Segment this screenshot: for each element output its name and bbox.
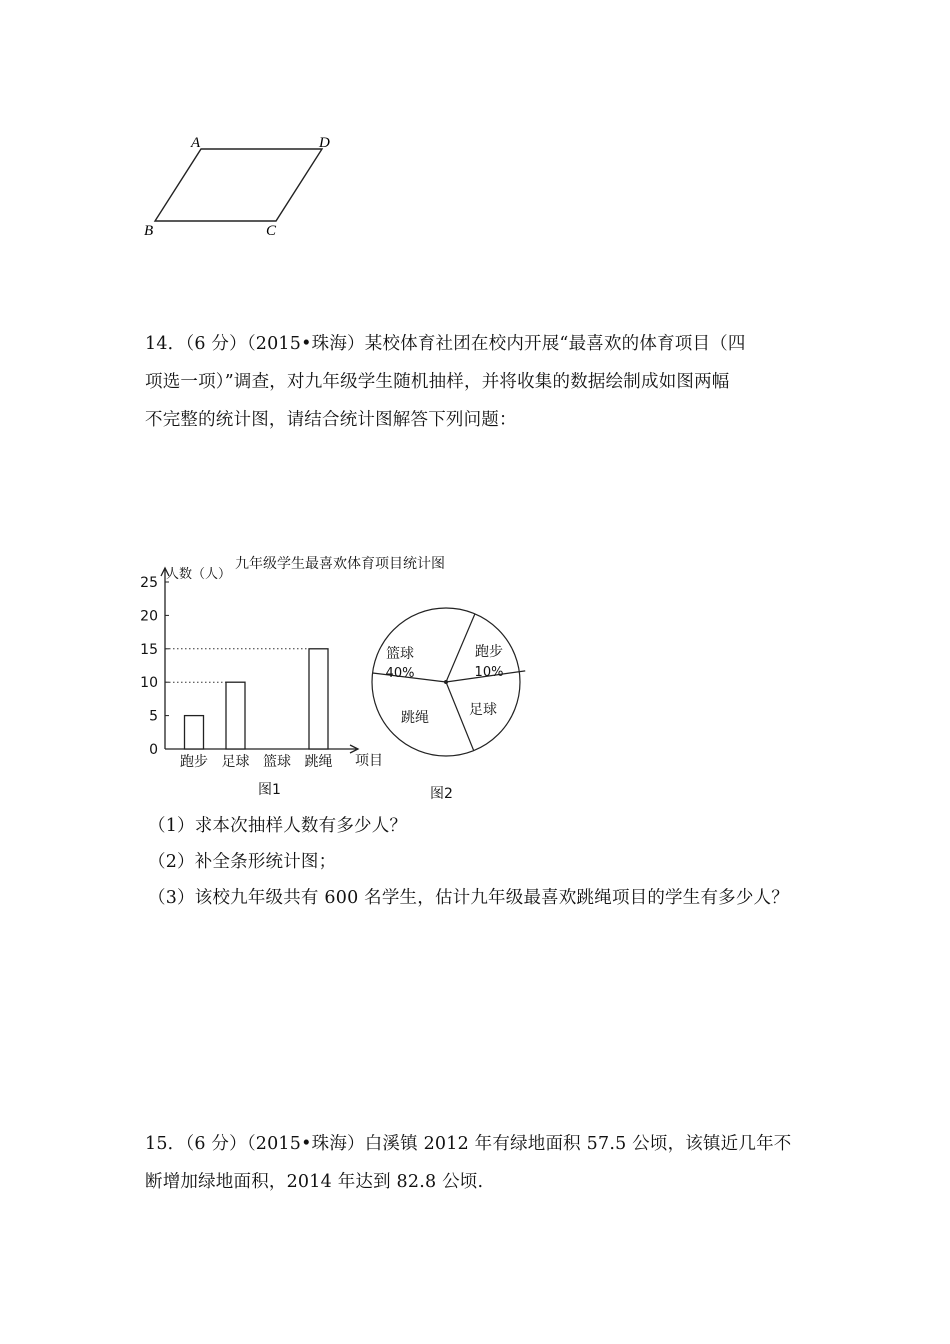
y-tick-label: 20 [140, 608, 158, 625]
vertex-label-b: B [144, 223, 154, 239]
y-tick-label: 5 [149, 708, 158, 725]
x-tick-label: 篮球 [263, 754, 291, 770]
y-tick-label: 0 [149, 742, 158, 758]
x-tick-label: 跑步 [180, 754, 208, 770]
q14-line-3: 不完整的统计图，请结合统计图解答下列问题： [145, 410, 517, 430]
pie-value-1: 10% [474, 665, 504, 680]
y-tick-label: 10 [140, 675, 158, 692]
q14-sub-3: （3）该校九年级共有 600 名学生，估计九年级最喜欢跳绳项目的学生有多少人？ [148, 888, 789, 908]
y-tick-label: 25 [140, 575, 158, 591]
parallelogram-shape [155, 149, 322, 221]
bar-chart-ylabel: 人数（人） [166, 567, 232, 582]
pie-label-2: 足球 [469, 702, 497, 718]
pie-label-1: 跑步 [475, 644, 503, 660]
parallelogram-figure [135, 128, 345, 246]
vertex-label-c: C [266, 223, 277, 239]
bar-chart-xlabel: 项目 [355, 753, 383, 769]
y-tick-label: 15 [140, 641, 158, 658]
pie-chart [362, 600, 532, 800]
pie-label-3: 跳绳 [401, 710, 429, 726]
q14-sub-2: （2）补全条形统计图； [148, 852, 337, 872]
bar-0 [185, 716, 204, 749]
pie-chart-caption: 图2 [430, 786, 453, 802]
q14-sub-1: （1）求本次抽样人数有多少人？ [148, 816, 408, 836]
bar-1 [226, 682, 245, 749]
vertex-label-d: D [319, 135, 330, 151]
q14-line-1: 14．（6 分）（2015•珠海）某校体育社团在校内开展“最喜欢的体育项目（四 [145, 334, 746, 354]
q15-line-2: 断增加绿地面积，2014 年达到 82.8 公顷. [145, 1172, 484, 1192]
pie-center [444, 680, 448, 684]
pie-value-0: 40% [385, 666, 415, 681]
pie-label-0: 篮球 [386, 646, 414, 662]
bar-chart-caption: 图1 [258, 782, 281, 798]
vertex-label-a: A [191, 135, 201, 151]
q14-line-2: 项选一项）”调查，对九年级学生随机抽样，并将收集的数据绘制成如图两幅 [145, 372, 730, 392]
x-tick-label: 足球 [221, 754, 250, 770]
x-tick-label: 跳绳 [304, 754, 333, 770]
q15-line-1: 15．（6 分）（2015•珠海）白溪镇 2012 年有绿地面积 57.5 公顷，该镇近几年不 [145, 1134, 792, 1154]
bar-chart-title: 九年级学生最喜欢体育项目统计图 [235, 556, 445, 572]
bar-3 [309, 649, 328, 749]
